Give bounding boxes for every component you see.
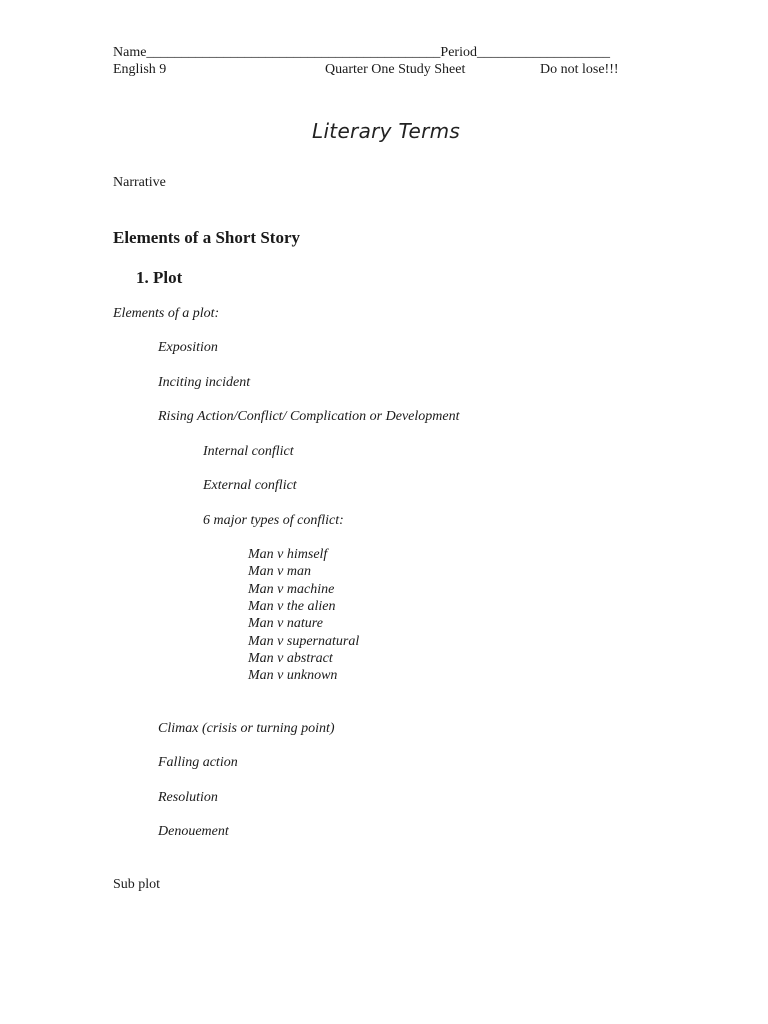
plot-elements-label: Elements of a plot: [113,306,220,321]
falling-action-item: Falling action [158,755,238,770]
conflict-types-label: 6 major types of conflict: [203,513,344,528]
plot-heading: 1. Plot [136,268,183,287]
rising-action-item: Rising Action/Conflict/ Complication or Development [158,409,460,424]
resolution-item: Resolution [158,790,218,805]
name-period-line: Name__________________________________________Period___________________ [113,45,610,60]
conflict-type-item: Man v supernatural [248,634,360,649]
external-conflict-item: External conflict [203,478,297,493]
conflict-type-item: Man v himself [248,547,328,562]
sheet-title: Quarter One Study Sheet [325,62,466,77]
course-label: English 9 [113,62,167,77]
conflict-type-item: Man v the alien [248,599,336,614]
denouement-item: Denouement [158,824,229,839]
exposition-item: Exposition [158,340,218,355]
narrative-label: Narrative [113,175,166,190]
inciting-incident-item: Inciting incident [158,375,251,390]
internal-conflict-item: Internal conflict [203,444,294,459]
conflict-type-item: Man v man [248,564,311,579]
conflict-type-item: Man v nature [248,616,323,631]
conflict-type-item: Man v unknown [248,668,338,683]
sub-plot-label: Sub plot [113,877,161,892]
conflict-type-item: Man v abstract [248,651,333,666]
warning-text: Do not lose!!! [540,62,619,77]
section-heading: Elements of a Short Story [113,228,300,247]
page-title: Literary Terms [312,119,461,143]
conflict-type-item: Man v machine [248,582,335,597]
climax-item: Climax (crisis or turning point) [158,721,335,736]
